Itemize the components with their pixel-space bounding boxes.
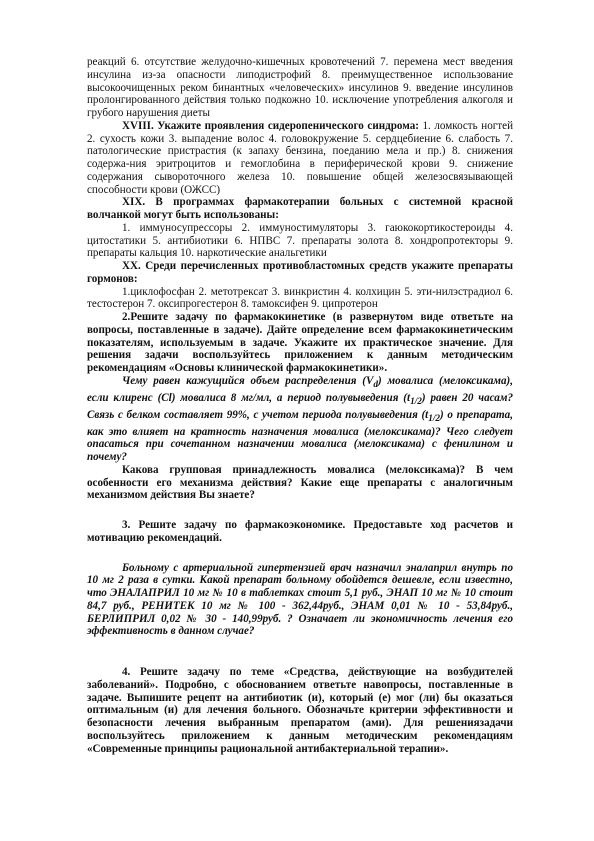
question-20-options: 1.циклофосфан 2. метотрексат 3. винкристин 4. колхицин 5. эти-нилэстрадиол 6. тестостерон 7. оксипрогестерон 8. тамоксифен 9. ципротерон: [87, 285, 513, 311]
task-2-case: [87, 375, 513, 464]
task-4-title: 4. Решите задачу по теме «Средства, действующие на возбудителей заболеваний». Подробно, с обоснованием ответьте навопросы, поставленные в задаче. Выпишите рецепт на антибиотик (и), который (е) мог (ли) бы оказаться оптимальным (и) для лечения больного. Обозначьте критерии эффективности и безопасности лечения выбранным препаратом (ами). Для решениязадачи воспользуйтесь приложением к данным методическим рекомендациям «Современные принципы рациональной антибактериальной терапии».: [87, 666, 513, 755]
task-2-case-sub-3: 1/2: [428, 413, 441, 424]
task-2-case-text-4: ) о препарата, как это влияет на кратность назначения мовалиса (мелоксикама)? Чего следует опасаться при сочетанном назначении мовалиса (мелоксикама) с фенилином и почему?: [87, 408, 513, 464]
task-2-case-sub-2: 1/2: [410, 396, 422, 407]
task-3-title: 3. Решите задачу по фармакоэкономике. Предоставьте ход расчетов и мотивацию рекомендаций.: [87, 519, 513, 544]
question-18-title: XVIII. Укажите проявления сидеропенического синдрома:: [122, 119, 419, 132]
question-18-options: 1. ломкость ногтей 2. сухость кожи 3. выпадение волос 4. головокружение 5. сердцебиение 6. слабость 7. патологические пристрастия (к запаху бензина, поеданию мела и пр.) 8. снижения содержа-ния эритроцитов и гемоглобина в периферической крови 9. снижение содержания сывороточного железа 10. повышение общей железосвязывающей способности крови (ОЖСС): [87, 119, 513, 196]
task-2-case-text-2: ) мовалиса (мелоксикама), если клиренс (Cl) мовалиса 8 мг/мл, а период полувыведения (t: [87, 374, 513, 404]
task-2-question: Какова групповая принадлежность мовалиса (мелоксикама)? В чем особенности его механизма действия? Какие еще препараты с аналогичным механизмом действия Вы знаете?: [87, 463, 513, 502]
question-20-title: XX. Среди перечисленных противобластомных средств укажите препараты гормонов:: [87, 260, 513, 285]
task-3-case: Больному с артериальной гипертензией врач назначил эналаприл внутрь по 10 мг 2 раза в сутки. Какой препарат больному обойдется дешевле, если известно, что ЭНАЛАПРИЛ 10 мг № 10 в таблетках стоит 5,1 руб., ЭНАП 10 мг № 10 стоит 84,7 руб., РЕНИТЕК 10 мг № 100 - 362,44руб., ЭНАМ 0,01 № 10 - 53,84руб., БЕРЛИПРИЛ 0,02 № 30 - 140,99руб. ? Означает ли экономичность лечения его эффективность в данном случае?: [87, 561, 513, 638]
paragraph-continuation: реакций 6. отсутствие желудочно-кишечных кровотечений 7. перемена мест введения инсулина из-за опасности липодистрофий 8. преимущественное использование высокоочищенных реком бинантных «человеческих» инсулинов 9. введение инсулинов пролонгированного действия только подкожно 10. исключение употребления алкоголя и грубого нарушения диеты: [87, 56, 513, 119]
question-19-title: XIX. В программах фармакотерапии больных с системной красной волчанкой могут быть использованы:: [87, 196, 513, 221]
question-18: [87, 120, 513, 197]
task-2-case-sub-1: d: [373, 379, 379, 390]
task-2-case-text-1: Чему равен кажущийся объем распределения (V: [122, 374, 374, 387]
question-19-options: 1. иммуносупрессоры 2. иммуностимуляторы 3. гаюкокортикостероиды 4. цитостатики 5. антибиотики 6. НПВС 7. препараты золота 8. хондропротекторы 9. препараты кальция 10. наркотические анальгетики: [87, 221, 513, 260]
document-page: [87, 56, 513, 755]
task-2-case-text-3: ) равен 20 часам? Связь с белком составляет 99%, с учетом периода полувыведения (t: [87, 391, 513, 421]
task-2-title: 2.Решите задачу по фармакокинетике (в развернутом виде ответьте на вопросы, поставленные в задаче). Дайте определение всем фармакокинетическим показателям, используемым в задаче. Укажите их практическое значение. Для решения задачи воспользуйтесь приложением к данным методическим рекомендациям «Основы клинической фармакокинетики».: [87, 311, 513, 374]
